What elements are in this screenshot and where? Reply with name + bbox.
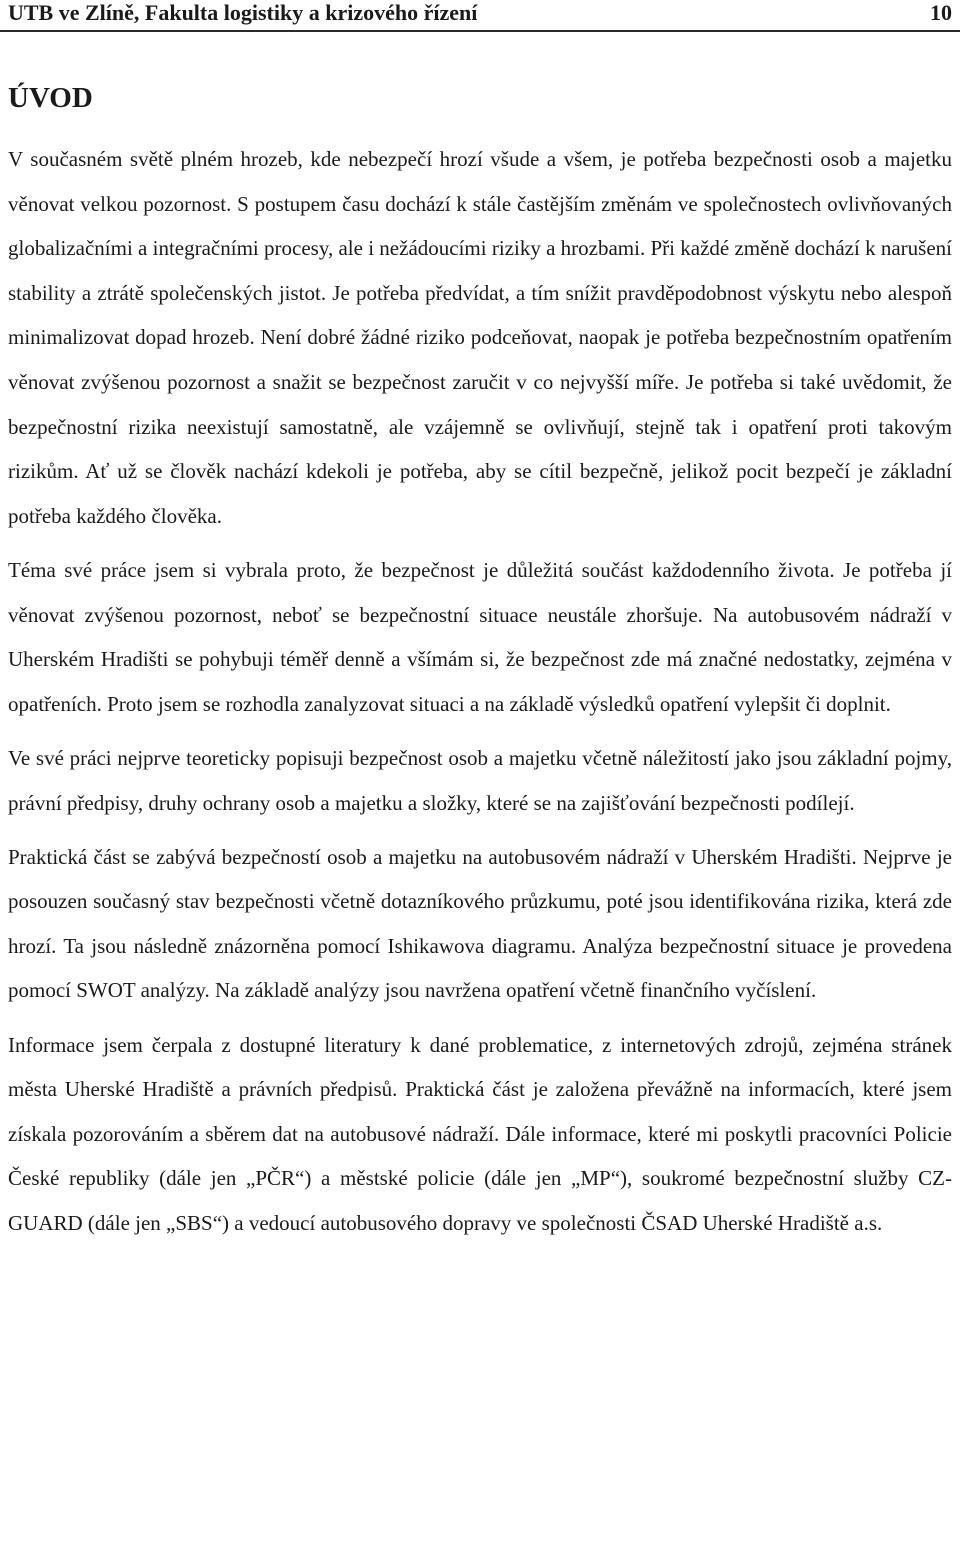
running-header bbox=[8, 0, 952, 26]
body-text bbox=[8, 137, 952, 1246]
paragraph: Praktická část se zabývá bezpečností osob a majetku na autobusovém nádraží v Uherském Hradišti. Nejprve je posouzen současný stav bezpečnosti včetně dotazníkového průzkumu, poté jsou identifikována rizika, která zde hrozí. Ta jsou následně znázorněna pomocí Ishikawova diagramu. Analýza bezpečnostní situace je provedena pomocí SWOT analýzy. Na základě analýzy jsou navržena opatření včetně finančního vyčíslení. bbox=[8, 844, 952, 1003]
page-number: 10 bbox=[930, 0, 952, 25]
paragraph: Ve své práci nejprve teoreticky popisuji bezpečnost osob a majetku včetně náležitostí jako jsou základní pojmy, právní předpisy, druhy ochrany osob a majetku a složky, které se na zajišťování bezpečnosti podílejí. bbox=[8, 745, 952, 815]
paragraph: Informace jsem čerpala z dostupné literatury k dané problematice, z internetových zdrojů, zejména stránek města Uherské Hradiště a právních předpisů. Praktická část je založena převážně na informacích, které jsem získala pozorováním a sběrem dat na autobusové nádraží. Dále informace, které mi poskytli pracovníci Policie České republiky (dále jen „PČR“) a městské policie (dále jen „MP“), soukromé bezpečnostní služby CZ-GUARD (dále jen „SBS“) a vedoucí autobusového dopravy ve společnosti ČSAD Uherské Hradiště a.s. bbox=[8, 1032, 952, 1236]
header-divider bbox=[0, 30, 960, 32]
section-heading: ÚVOD bbox=[8, 82, 93, 114]
header-title: UTB ve Zlíně, Fakulta logistiky a krizového řízení bbox=[8, 0, 478, 25]
paragraph: Téma své práce jsem si vybrala proto, že bezpečnost je důležitá součást každodenního života. Je potřeba jí věnovat zvýšenou pozornost, neboť se bezpečnostní situace neustále zhoršuje. Na autobusovém nádraží v Uherském Hradišti se pohybuji téměř denně a všímám si, že bezpečnost zde má značné nedostatky, zejména v opatřeních. Proto jsem se rozhodla zanalyzovat situaci a na základě výsledků opatření vylepšit či doplnit. bbox=[8, 557, 952, 716]
paragraph: V současném světě plném hrozeb, kde nebezpečí hrozí všude a všem, je potřeba bezpečnosti osob a majetku věnovat velkou pozornost. S postupem času dochází k stále častějším změnám ve společnostech ovlivňovaných globalizačními a integračními procesy, ale i nežádoucími riziky a hrozbami. Při každé změně dochází k narušení stability a ztrátě společenských jistot. Je potřeba předvídat, a tím snížit pravděpodobnost výskytu nebo alespoň minimalizovat dopad hrozeb. Není dobré žádné riziko podceňovat, naopak je potřeba bezpečnostním opatřením věnovat zvýšenou pozornost a snažit se bezpečnost zaručit v co nejvyšší míře. Je potřeba si také uvědomit, že bezpečnostní rizika neexistují samostatně, ale vzájemně se ovlivňují, stejně tak i opatření proti takovým rizikům. Ať už se člověk nachází kdekoli je potřeba, aby se cítil bezpečně, jelikož pocit bezpečí je základní potřeba každého člověka. bbox=[8, 147, 952, 528]
